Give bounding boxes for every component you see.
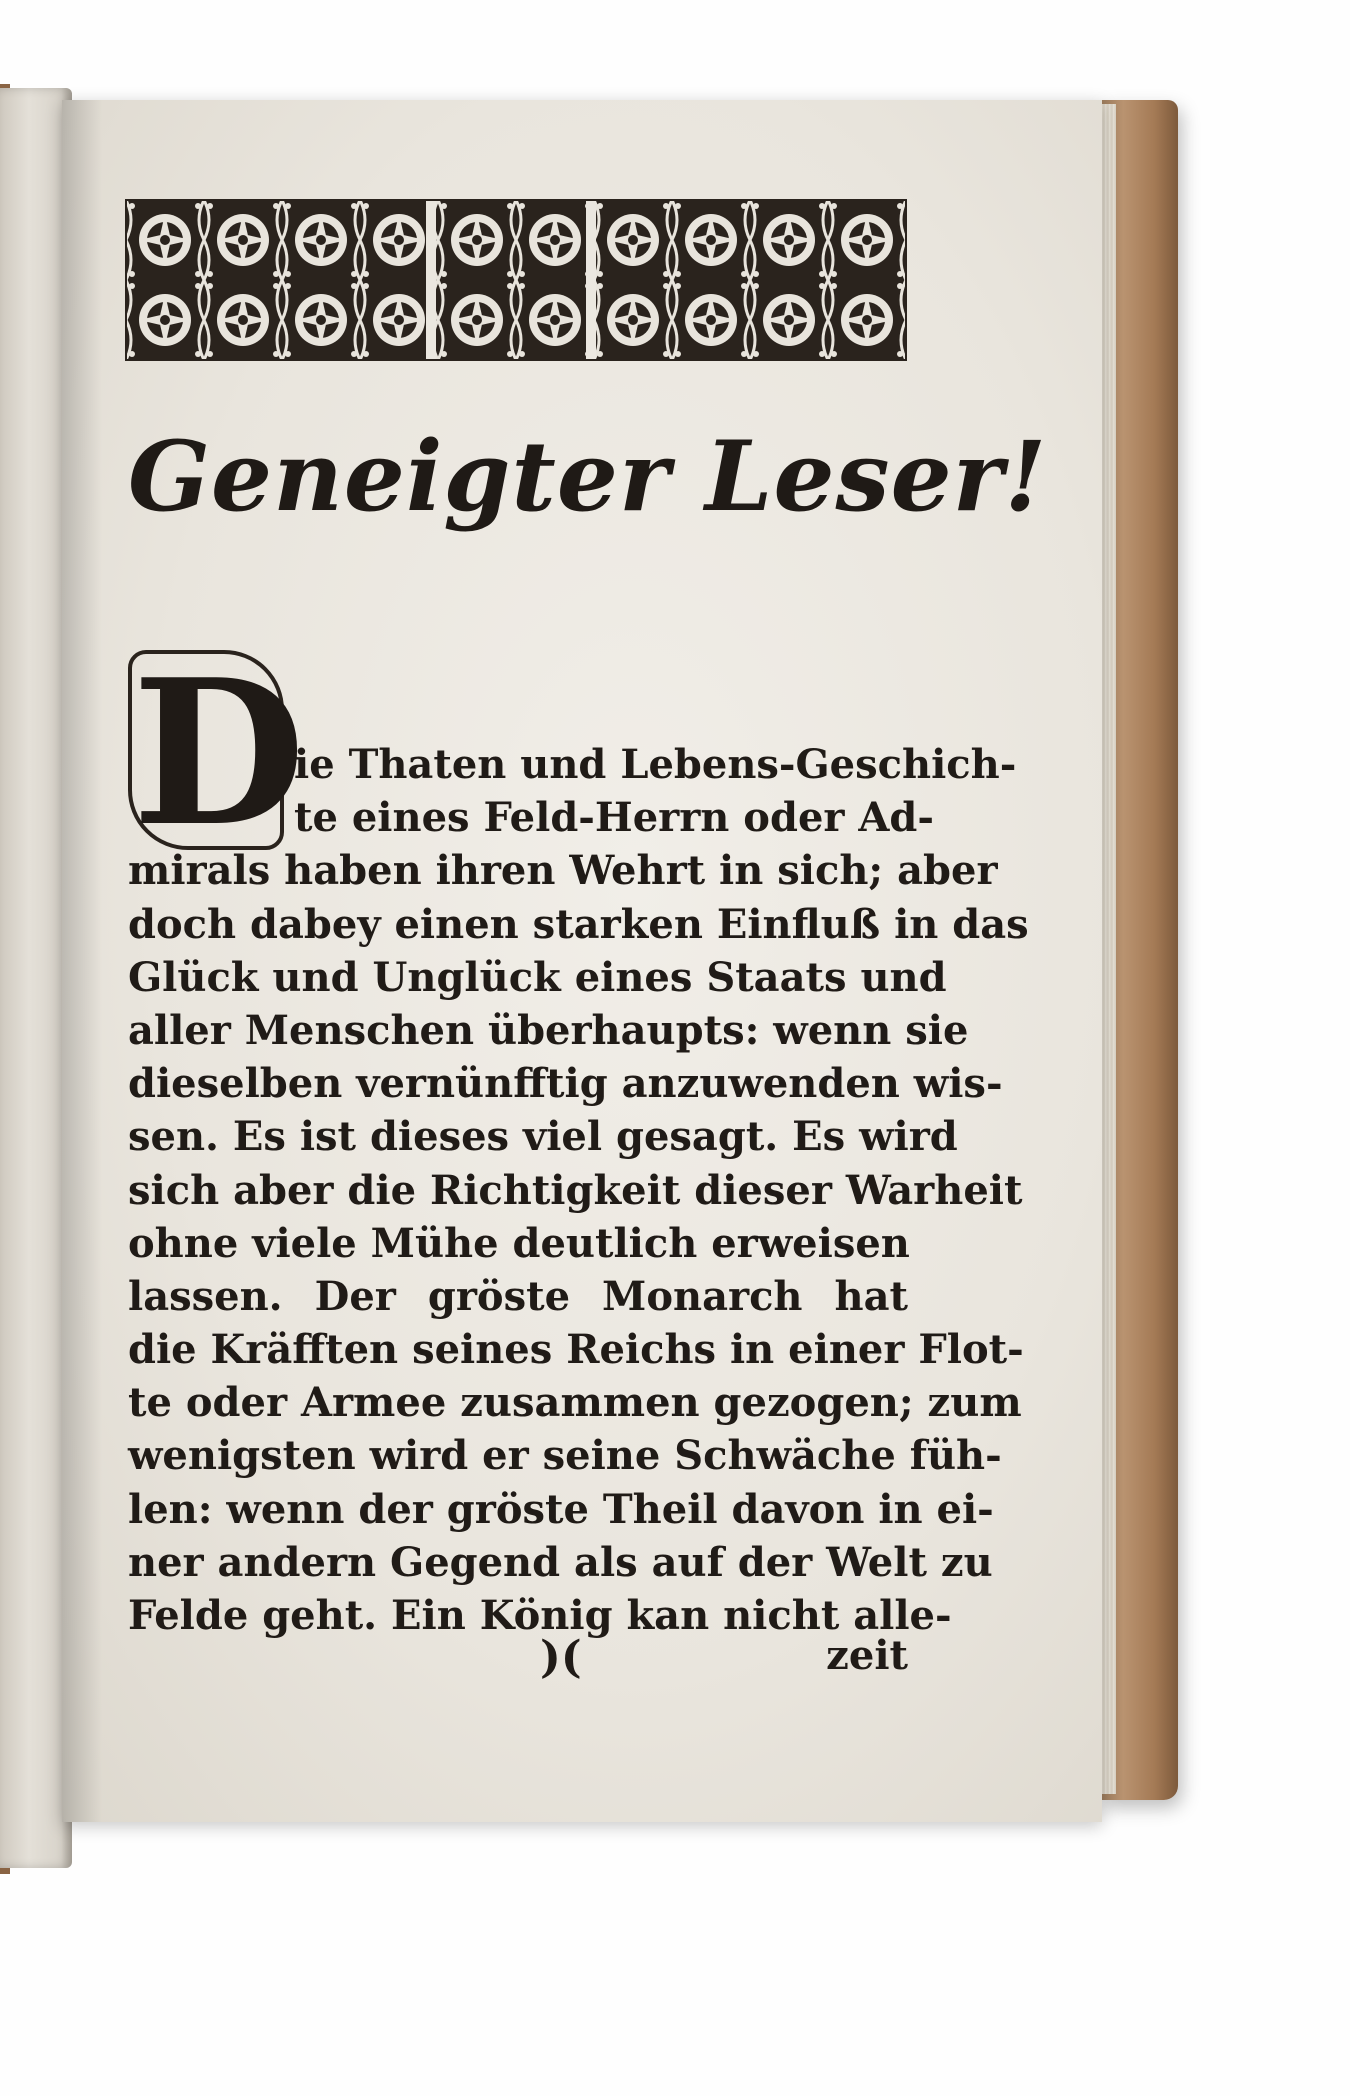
text-line: ner andern Gegend als auf der Welt zu — [128, 1538, 993, 1586]
text-line: die Kräfften seines Reichs in einer Flot- — [128, 1326, 1024, 1374]
text-line: te oder Armee zusammen gezogen; zum — [128, 1379, 1022, 1427]
text-line: sen. Es ist dieses viel gesagt. Es wird — [128, 1113, 958, 1161]
catchword: zeit — [826, 1632, 908, 1679]
text-line: te eines Feld-Herrn oder Ad- — [294, 794, 934, 842]
drop-cap: D — [128, 650, 284, 850]
text-line: dieselben vernünfftig anzuwenden wis- — [128, 1060, 1003, 1108]
page-heading: Geneigter Leser! — [128, 420, 1048, 533]
text-line: sich aber die Richtigkeit dieser Warheit — [128, 1166, 1023, 1214]
text-line: mirals haben ihren Wehrt in sich; aber — [128, 847, 998, 895]
text-line: wenigsten wird er seine Schwäche füh- — [128, 1432, 1002, 1480]
signature-mark: )( — [540, 1632, 582, 1683]
gutter-shadow — [62, 100, 102, 1822]
text-line: lassen. Der gröste Monarch hat — [128, 1272, 908, 1320]
text-line: ie Thaten und Lebens-Geschich- — [294, 741, 1017, 788]
text-line: ohne viele Mühe deutlich erweisen — [128, 1219, 910, 1267]
text-line: Glück und Unglück eines Staats und — [128, 953, 947, 1001]
text-line: len: wenn der gröste Theil davon in ei- — [128, 1485, 994, 1533]
ornamental-headpiece — [126, 200, 906, 360]
text-line: Felde geht. Ein König kan nicht alle- — [128, 1592, 952, 1639]
text-line: doch dabey einen starken Einfluß in das — [128, 900, 1029, 948]
text-line: aller Menschen überhaupts: wenn sie — [128, 1006, 969, 1054]
body-text — [128, 738, 1029, 1642]
